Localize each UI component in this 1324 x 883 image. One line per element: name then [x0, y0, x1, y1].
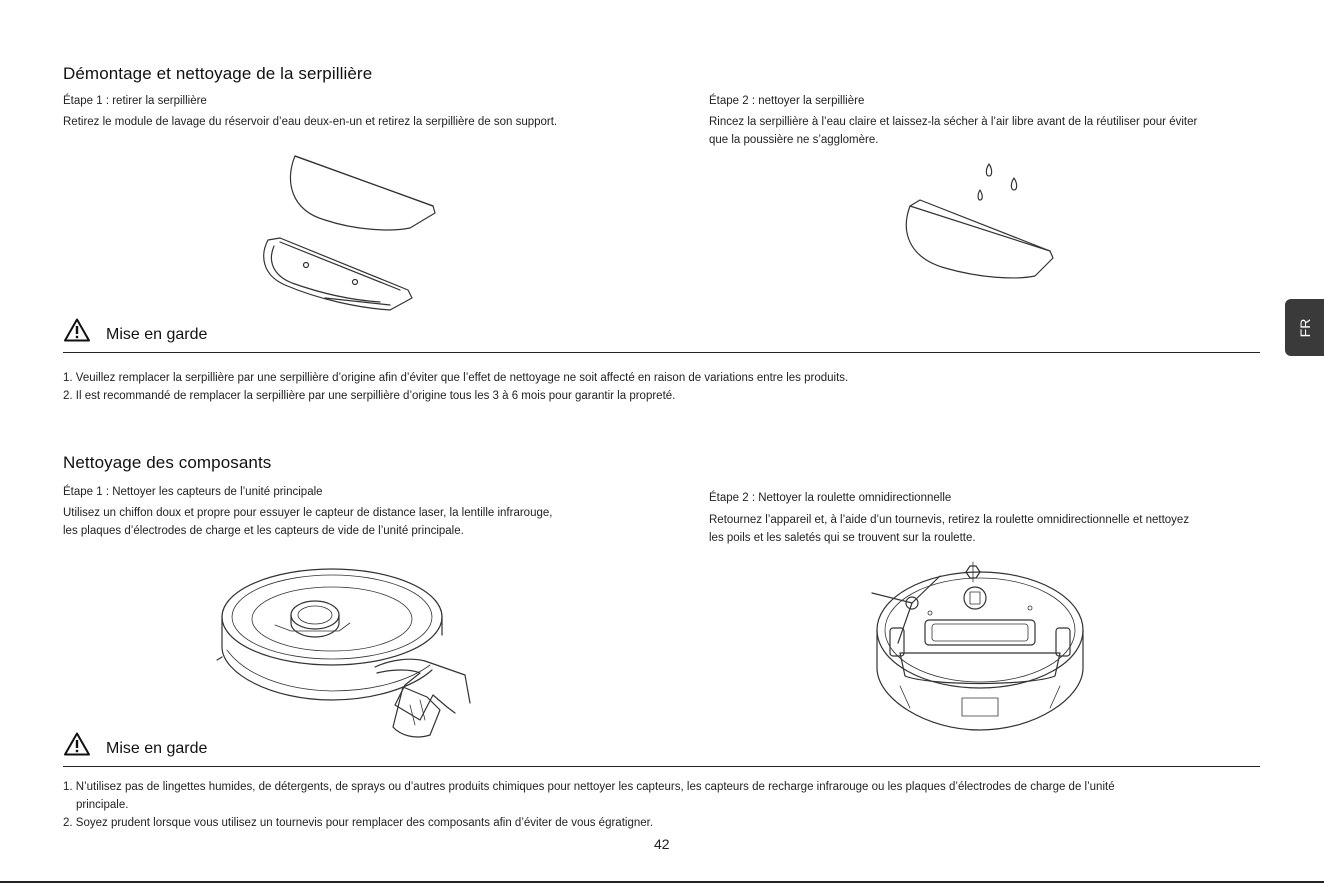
divider [63, 352, 1260, 353]
water-drop-icon [1011, 178, 1016, 190]
robot-underside-illustration [870, 558, 1090, 740]
caution-title: Mise en garde [106, 740, 208, 757]
caution-list [63, 369, 1263, 405]
step1-text-line2: les plaques d’électrodes de charge et les capteurs de vide de l’unité principale. [63, 525, 464, 537]
caution-list [63, 778, 1268, 832]
caution-item: 2. Il est recommandé de remplacer la serpillière par une serpillière d’origine tous les 3 à 6 mois pour garantir la propreté. [63, 390, 676, 402]
step2-label: Étape 2 : nettoyer la serpillière [709, 95, 865, 107]
caution-title: Mise en garde [106, 326, 208, 343]
page-number: 42 [654, 836, 670, 852]
step2-label: Étape 2 : Nettoyer la roulette omnidirectionnelle [709, 492, 952, 504]
step1-text-line1: Utilisez un chiffon doux et propre pour essuyer le capteur de distance laser, la lentille infrarouge, [63, 507, 553, 519]
section-title-components: Nettoyage des composants [63, 453, 272, 472]
warning-triangle-icon [64, 318, 90, 342]
mop-holder-illustration [250, 150, 450, 320]
section-title-mop: Démontage et nettoyage de la serpillière [63, 64, 373, 83]
step2-text-line2: les poils et les saletés qui se trouvent sur la roulette. [709, 532, 976, 544]
step1-label: Étape 1 : retirer la serpillière [63, 95, 207, 107]
language-tab-label: FR [1296, 318, 1313, 337]
warning-triangle-icon [64, 732, 90, 756]
language-tab [1285, 299, 1324, 356]
robot-wiping-illustration [215, 565, 475, 745]
divider [63, 766, 1260, 767]
step1-label: Étape 1 : Nettoyer les capteurs de l’unité principale [63, 486, 323, 498]
mop-rinse-illustration [895, 158, 1065, 293]
step2-text-line1: Retournez l’appareil et, à l’aide d’un tournevis, retirez la roulette omnidirectionnelle et nettoyez [709, 514, 1190, 526]
caution-item: 1. Veuillez remplacer la serpillière par une serpillière d’origine afin d’éviter que l’effet de nettoyage ne soit affecté en raison de variations entre les produits. [63, 372, 849, 384]
water-drop-icon [978, 190, 982, 200]
step1-text: Retirez le module de lavage du réservoir d’eau deux-en-un et retirez la serpillière de son support. [63, 116, 558, 128]
water-drop-icon [986, 164, 991, 176]
caution-item-continued: principale. [76, 799, 129, 811]
caution-item: 2. Soyez prudent lorsque vous utilisez un tournevis pour remplacer des composants afin d’éviter de vous égratigner. [63, 817, 654, 829]
step2-text-line2: que la poussière ne s’agglomère. [709, 134, 879, 146]
caution-item: 1. N’utilisez pas de lingettes humides, de détergents, de sprays ou d’autres produits chimiques pour nettoyer les capteurs, les capteurs de recharge infrarouge ou les plaques d’électrodes de charge de l’unité [63, 781, 1115, 793]
step2-text-line1: Rincez la serpillière à l’eau claire et laissez-la sécher à l’air libre avant de la réutiliser pour éviter [709, 116, 1198, 128]
